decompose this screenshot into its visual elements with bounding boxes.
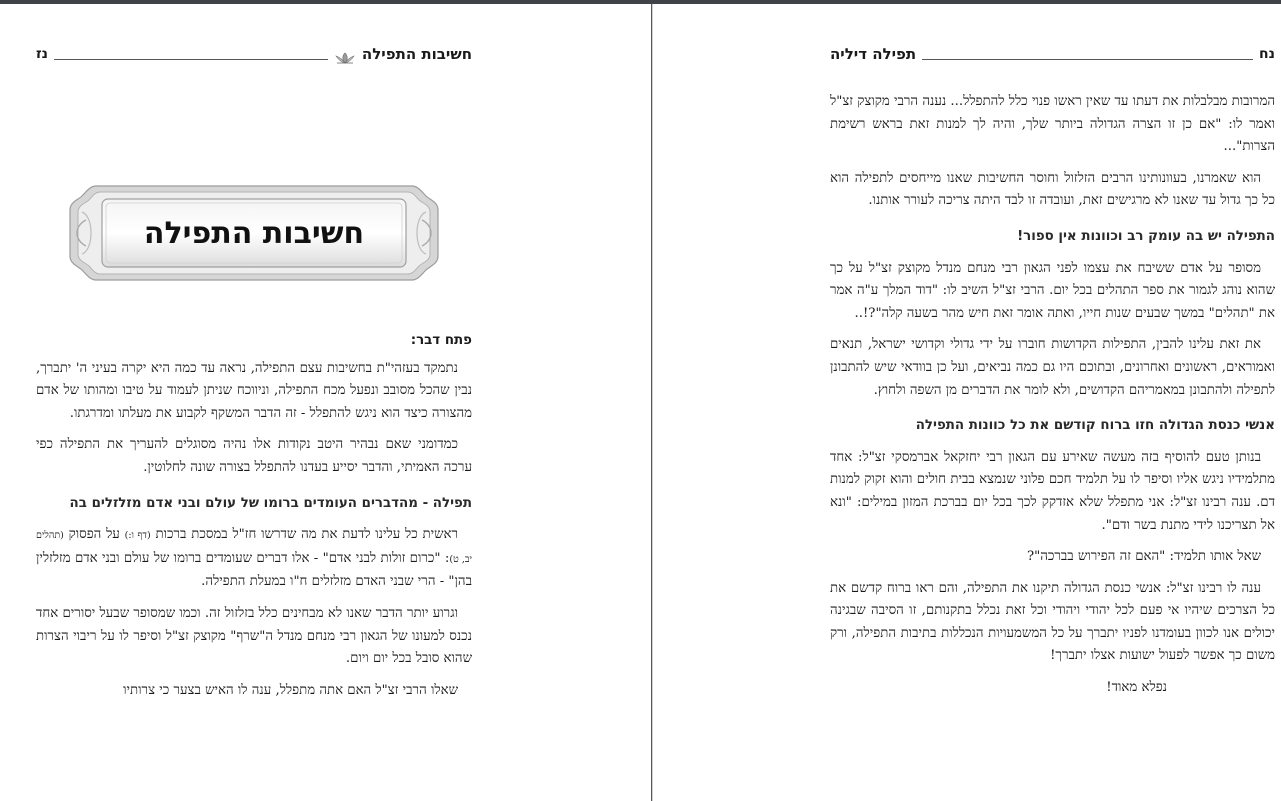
book-spread xyxy=(0,4,1281,801)
running-title: תפילה דיליה xyxy=(830,45,917,63)
paragraph-text: ראשית כל עלינו לדעת את מה שדרשו חז"ל במסכת ברכות xyxy=(155,527,459,543)
chapter-title: חשיבות התפילה xyxy=(143,215,365,251)
paragraph: שאל אותו תלמיד: "האם זה הפירוש בברכה"? xyxy=(1026,549,1261,565)
header-rule xyxy=(54,59,328,60)
paragraph-text: : "כרום זולות לבני אדם" - אלו דברים שעומדים ברומו של עולם ובני אדם מזלזלין בהן" - הרי שבני האדם מזלזלים ח"ו במעלת התפילה. xyxy=(36,550,472,590)
right-page-body xyxy=(830,91,1275,709)
paragraph xyxy=(36,524,472,594)
paragraph: נתמקד בעזהי"ת בחשיבות עצם התפילה, נראה עד כמה היא יקרה בעיני ה' יתברך, נבין שהכל מסובב ונפעל מכח התפילה, וניווכח שניתן לעמוד על טיבו ומהותו של אדם מהצורה כיצד הוא ניגש להתפלל - זה הדבר המשקף לקבוע את מעלתו ומדרגתו. xyxy=(36,360,472,421)
page-number: נח xyxy=(1259,46,1275,62)
paragraph: המרובות מבלבלות את דעתו עד שאין ראשו פנוי כלל להתפלל... נענה הרבי מקוצק זצ"ל ואמר לו: "אם כן זו הצרה הגדולה ביותר שלך, והיה לך למנות זאת בראש רשימת הצרות"... xyxy=(830,94,1275,155)
citation: (דף ו:) xyxy=(124,530,151,542)
lotus-ornament-icon xyxy=(334,50,356,64)
paragraph: וגרוע יותר הדבר שאנו לא מבחינים כלל בזלזול זה. וכמו שמסופר שבעל יסורים אחד נכנס למעונו של הגאון רבי מנחם מנדל ה"שרף" מקוצק זצ"ל וסיפר לו על ריבוי הצרות שהוא סובל בכל יום ויום. xyxy=(36,605,472,667)
paragraph: הוא שאמרנו, בעוונותינו הרבים הזלזול וחוסר החשיבות שאנו מייחסים לתפילה הוא כל כך גדול עד שאנו לא מרגישים זאת, ועובדה זו לבד היתה צריכה לעורר אותנו. xyxy=(830,170,1275,209)
section-lead: פתח דבר: xyxy=(410,333,472,348)
page-number: נז xyxy=(36,46,48,62)
paragraph: בנותן טעם להוסיף בזה מעשה שאירע עם הגאון רבי יחזקאל אברמסקי זצ"ל: אחד מתלמידיו ניגש אליו וסיפר לו על תלמיד חכם פלוני שנמצא בבית חולים והוא זקוק למנות דם. ענה רבינו זצ"ל: אני מתפלל שלא אזדקק לכך בכל יום בברכת המזון במילים: "ונא אל תצריכנו לידי מתנת בשר ודם". xyxy=(830,449,1275,533)
page-gutter xyxy=(651,4,652,801)
section-heading: תפילה - מהדברים העומדים ברומו של עולם ובני אדם מזלזלים בה xyxy=(69,495,472,511)
left-page-header xyxy=(36,42,472,64)
right-page xyxy=(653,4,1281,801)
paragraph: מסופר על אדם ששיבח את עצמו לפני הגאון רבי מנחם מנדל מקוצק זצ"ל על כך שהוא נוהג לגמור את ספר התהלים בכל יום. הרבי זצ"ל השיב לו: "דוד המלך ע"ה אמר את "תהלים" במשך שבעים שנות חייו, ואתה אומר זאת חיש מהר בשעה קלה"?!.. xyxy=(830,260,1275,321)
chapter-title-frame xyxy=(66,182,442,284)
closing-line: נפלא מאוד! xyxy=(1106,680,1167,696)
section-heading: התפילה יש בה עומק רב וכוונות אין ספור! xyxy=(1017,228,1275,244)
left-page xyxy=(0,4,651,801)
paragraph: כמדומני שאם נבהיר היטב נקודות אלו נהיה מסוגלים להעריך את התפילה כפי ערכה האמיתי, והדבר יסייע בעדנו להתפלל בצורה שונה לחלוטין. xyxy=(36,437,472,475)
right-page-header xyxy=(830,42,1275,64)
paragraph: את זאת עלינו להבין, התפילות הקדושות חוברו על ידי גדולי וקדושי ישראל, תנאים ואמוראים, ראשונים ואחרונים, ובתוכם היו גם כמה נביאים, ועל כן בוודאי שיש להתבונן לתפילה ולהתבונן במאמריהם הקדושים, ולא לומר את הדברים מן השפה ולחוץ. xyxy=(830,337,1275,398)
left-page-body xyxy=(36,330,472,711)
paragraph-text: על הפסוק xyxy=(68,527,120,543)
citation: (תהלים יב, ט) xyxy=(36,530,472,565)
paragraph: שאלו הרבי זצ"ל האם אתה מתפלל, ענה לו האיש בצער כי צרותיו xyxy=(123,682,458,698)
paragraph: ענה לו רבינו זצ"ל: אנשי כנסת הגדולה תיקנו את התפילה, והם ראו ברוח קדשם את כל הצרכים שיהיו אי פעם לכל יהודי ויהודי וכל זאת נכלל בתקנותם, זו הסיבה שבגינה יכולים אנו לכוון בעומדנו לפניו יתברך על כל המשמעויות הנכללות בתיבות התפילה, ורק משום כך אפשר לפעול ישועות אצלו יתברך! xyxy=(830,580,1275,664)
header-rule xyxy=(922,59,1253,60)
section-heading: אנשי כנסת הגדולה חזו ברוח קודשם את כל כוונות התפילה xyxy=(915,418,1275,434)
running-title: חשיבות התפילה xyxy=(361,45,472,63)
